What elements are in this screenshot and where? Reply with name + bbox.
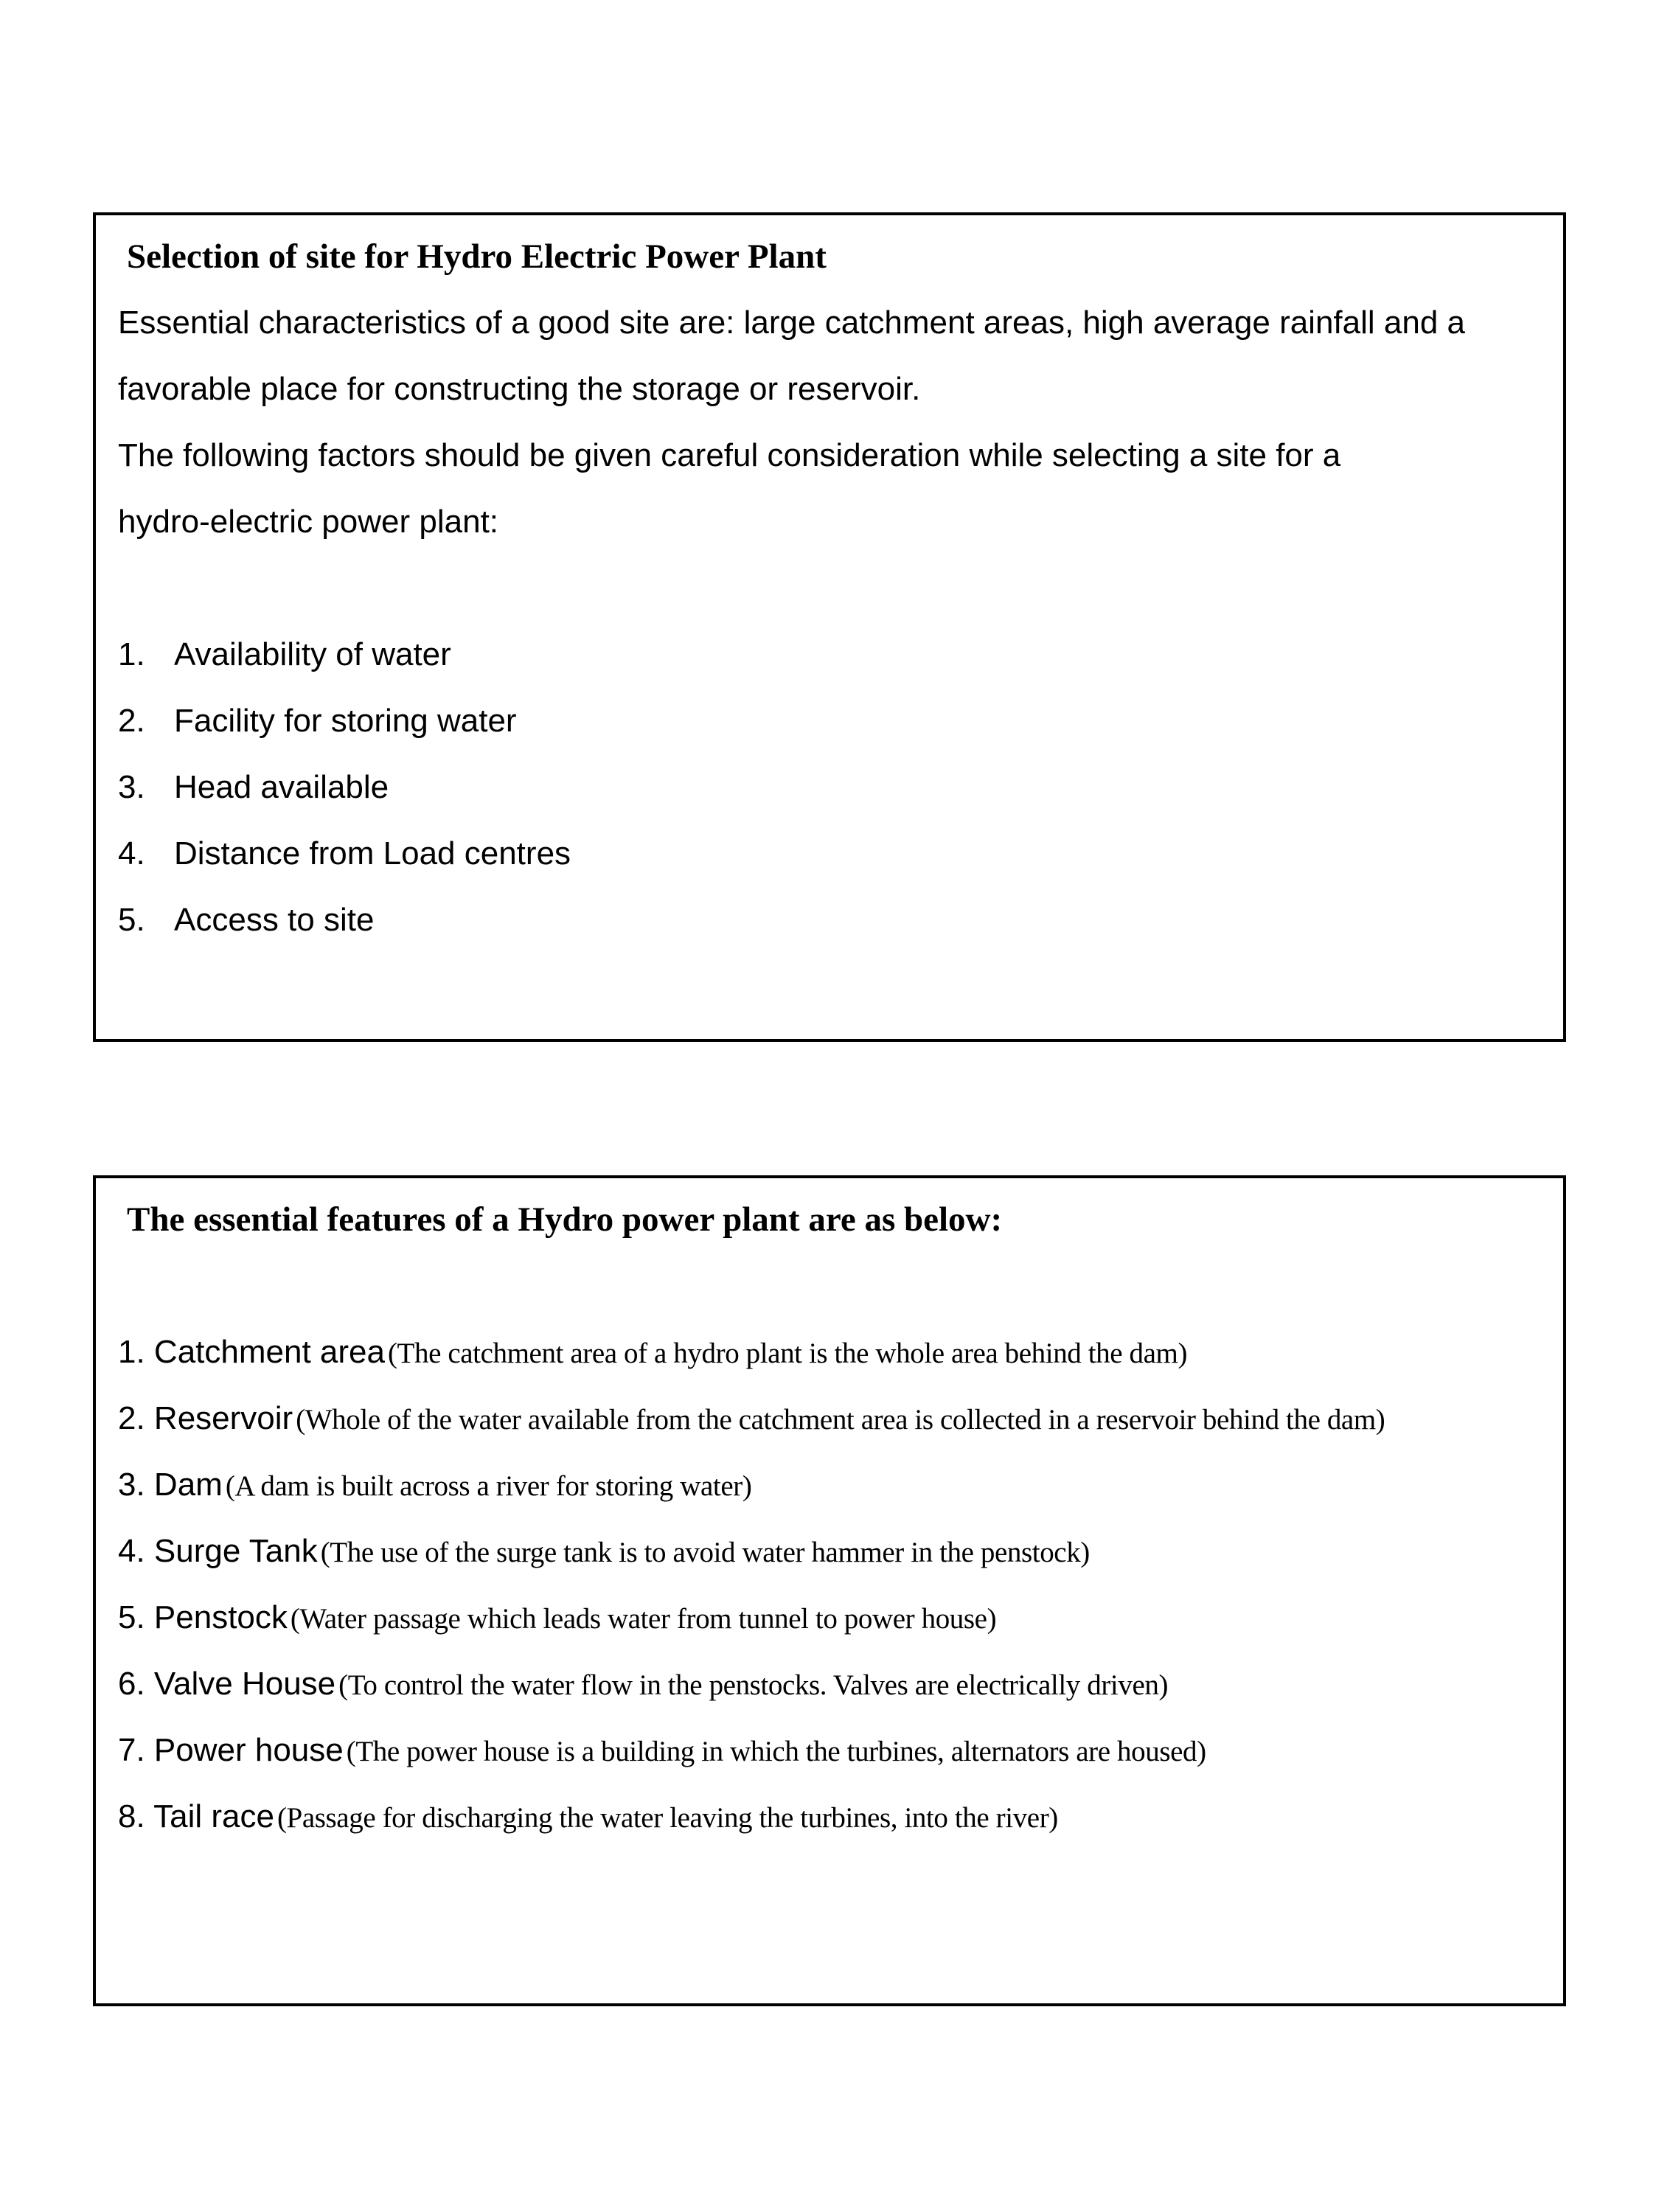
essential-features-box [93, 1175, 1566, 2006]
feature-name: 3. Dam [118, 1467, 223, 1503]
feature-description: (Water passage which leads water from tunnel to power house) [290, 1603, 997, 1635]
factor-item-3 [118, 765, 389, 810]
factor-number: 4. [118, 835, 145, 872]
factor-item-1 [118, 633, 451, 677]
factor-number: 1. [118, 636, 145, 672]
factor-label: Distance from Load centres [174, 835, 571, 872]
factor-number: 3. [118, 769, 145, 805]
paragraph-line-2: favorable place for constructing the storage or reservoir. [118, 371, 921, 407]
feature-description: (Passage for discharging the water leaving the turbines, into the river) [276, 1802, 1058, 1834]
feature-name: 8. Tail race [118, 1798, 274, 1834]
site-selection-title: Selection of site for Hydro Electric Power Plant [127, 237, 827, 276]
feature-description: (The catchment area of a hydro plant is the whole area behind the dam) [387, 1338, 1188, 1369]
feature-description: (The use of the surge tank is to avoid water hammer in the penstock) [320, 1537, 1090, 1568]
essential-features-title: The essential features of a Hydro power plant are as below: [127, 1200, 1003, 1239]
paragraph-line-4: hydro-electric power plant: [118, 504, 499, 540]
factor-label: Head available [174, 769, 389, 805]
feature-description: (A dam is built across a river for storing water) [225, 1470, 752, 1502]
feature-item-6 [118, 1662, 1168, 1714]
feature-name: 1. Catchment area [118, 1334, 385, 1370]
factor-number: 2. [118, 703, 145, 739]
feature-name: 2. Reservoir [118, 1400, 293, 1436]
factor-item-4 [118, 832, 571, 876]
feature-name: 7. Power house [118, 1732, 344, 1768]
feature-name: 4. Surge Tank [118, 1533, 318, 1569]
feature-name: 6. Valve House [118, 1666, 336, 1702]
feature-item-5 [118, 1596, 996, 1647]
feature-item-2 [118, 1397, 1385, 1448]
feature-description: (The power house is a building in which the turbines, alternators are housed) [346, 1736, 1206, 1767]
feature-description: (To control the water flow in the penstocks. Valves are electrically driven) [338, 1669, 1169, 1701]
factor-label: Availability of water [174, 636, 451, 672]
factor-item-2 [118, 699, 517, 743]
feature-item-8 [118, 1795, 1058, 1846]
factor-item-5 [118, 898, 374, 942]
factor-label: Access to site [174, 902, 375, 938]
feature-item-7 [118, 1728, 1206, 1780]
factor-number: 5. [118, 902, 145, 938]
feature-description: (Whole of the water available from the catchment area is collected in a reservoir behind the dam) [296, 1404, 1385, 1436]
feature-name: 5. Penstock [118, 1599, 288, 1635]
paragraph-line-1: Essential characteristics of a good site are: large catchment areas, high average rainfall and a [118, 305, 1466, 341]
feature-item-1 [118, 1330, 1187, 1382]
feature-item-3 [118, 1463, 751, 1514]
feature-item-4 [118, 1529, 1090, 1581]
factor-label: Facility for storing water [174, 703, 517, 739]
paragraph-line-3: The following factors should be given careful consideration while selecting a site for a [118, 437, 1341, 473]
